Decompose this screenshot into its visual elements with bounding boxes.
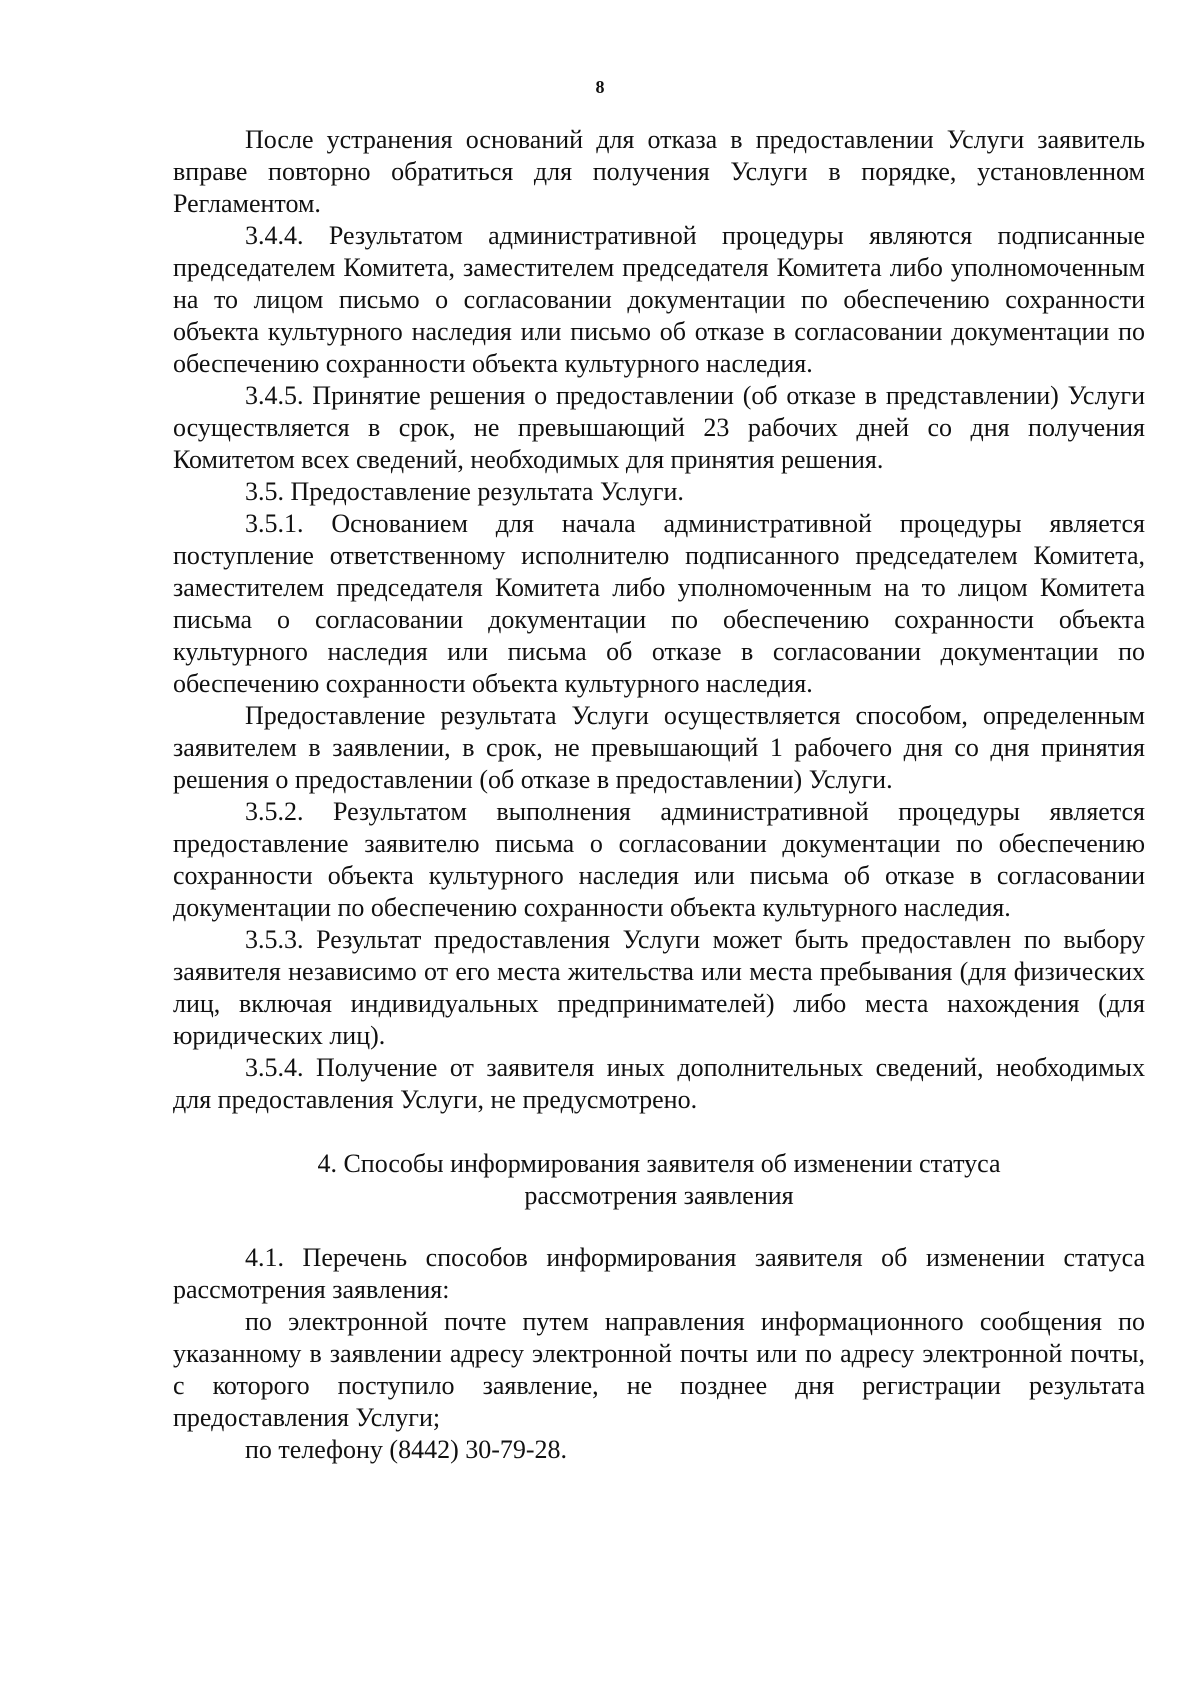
paragraph-3-5-1: 3.5.1. Основанием для начала административной процедуры является поступление ответственному исполнителю подписанного председателем Комитета, заместителем председателя Комитета либо уполномоченным на то лицом Комитета письма о согласовании документации по обеспечению сохранности объекта культурного наследия или письма об отказе в согласовании документации по обеспечению сохранности объекта культурного наследия. bbox=[173, 509, 1145, 698]
paragraph-email-method: по электронной почте путем направления информационного сообщения по указанному в заявлении адресу электронной почты или по адресу электронной почты, с которого поступило заявление, не позднее дня регистрации результата предоставления Услуги; bbox=[173, 1307, 1145, 1432]
paragraph-3-4-4: 3.4.4. Результатом административной процедуры являются подписанные председателем Комитета, заместителем председателя Комитета либо уполномоченным на то лицом письмо о согласовании документации по обеспечению сохранности объекта культурного наследия или письмо об отказе в согласовании документации по обеспечению сохранности объекта культурного наследия. bbox=[173, 221, 1145, 378]
paragraph-3-5-3: 3.5.3. Результат предоставления Услуги может быть предоставлен по выбору заявителя независимо от его места жительства или места пребывания (для физических лиц, включая индивидуальных предпринимателей) либо места нахождения (для юридических лиц). bbox=[173, 925, 1145, 1050]
document-body bbox=[173, 124, 1145, 1466]
paragraph-3-5: 3.5. Предоставление результата Услуги. bbox=[245, 477, 684, 506]
section-heading-line-1: 4. Способы информирования заявителя об изменении статуса bbox=[317, 1149, 1001, 1178]
paragraph-phone-method: по телефону (8442) 30-79-28. bbox=[245, 1435, 568, 1464]
paragraph-3-5-2: 3.5.2. Результатом выполнения административной процедуры является предоставление заявителю письма о согласовании документации по обеспечению сохранности объекта культурного наследия или письма об отказе в согласовании документации по обеспечению сохранности объекта культурного наследия. bbox=[173, 797, 1145, 922]
paragraph-retry-after-refusal: После устранения оснований для отказа в предоставлении Услуги заявитель вправе повторно обратиться для получения Услуги в порядке, установленном Регламентом. bbox=[173, 125, 1145, 218]
paragraph-result-delivery: Предоставление результата Услуги осуществляется способом, определенным заявителем в заявлении, в срок, не превышающий 1 рабочего дня со дня принятия решения о предоставлении (об отказе в предоставлении) Услуги. bbox=[173, 701, 1145, 794]
section-heading-4 bbox=[173, 1148, 1145, 1212]
paragraph-3-4-5: 3.4.5. Принятие решения о предоставлении (об отказе в представлении) Услуги осуществляется в срок, не превышающий 23 рабочих дней со дня получения Комитетом всех сведений, необходимых для принятия решения. bbox=[173, 381, 1145, 474]
paragraph-4-1: 4.1. Перечень способов информирования заявителя об изменении статуса рассмотрения заявления: bbox=[173, 1243, 1145, 1304]
section-heading-line-2: рассмотрения заявления bbox=[524, 1181, 794, 1210]
page-number: 8 bbox=[595, 77, 605, 97]
paragraph-3-5-4: 3.5.4. Получение от заявителя иных дополнительных сведений, необходимых для предоставления Услуги, не предусмотрено. bbox=[173, 1053, 1145, 1114]
